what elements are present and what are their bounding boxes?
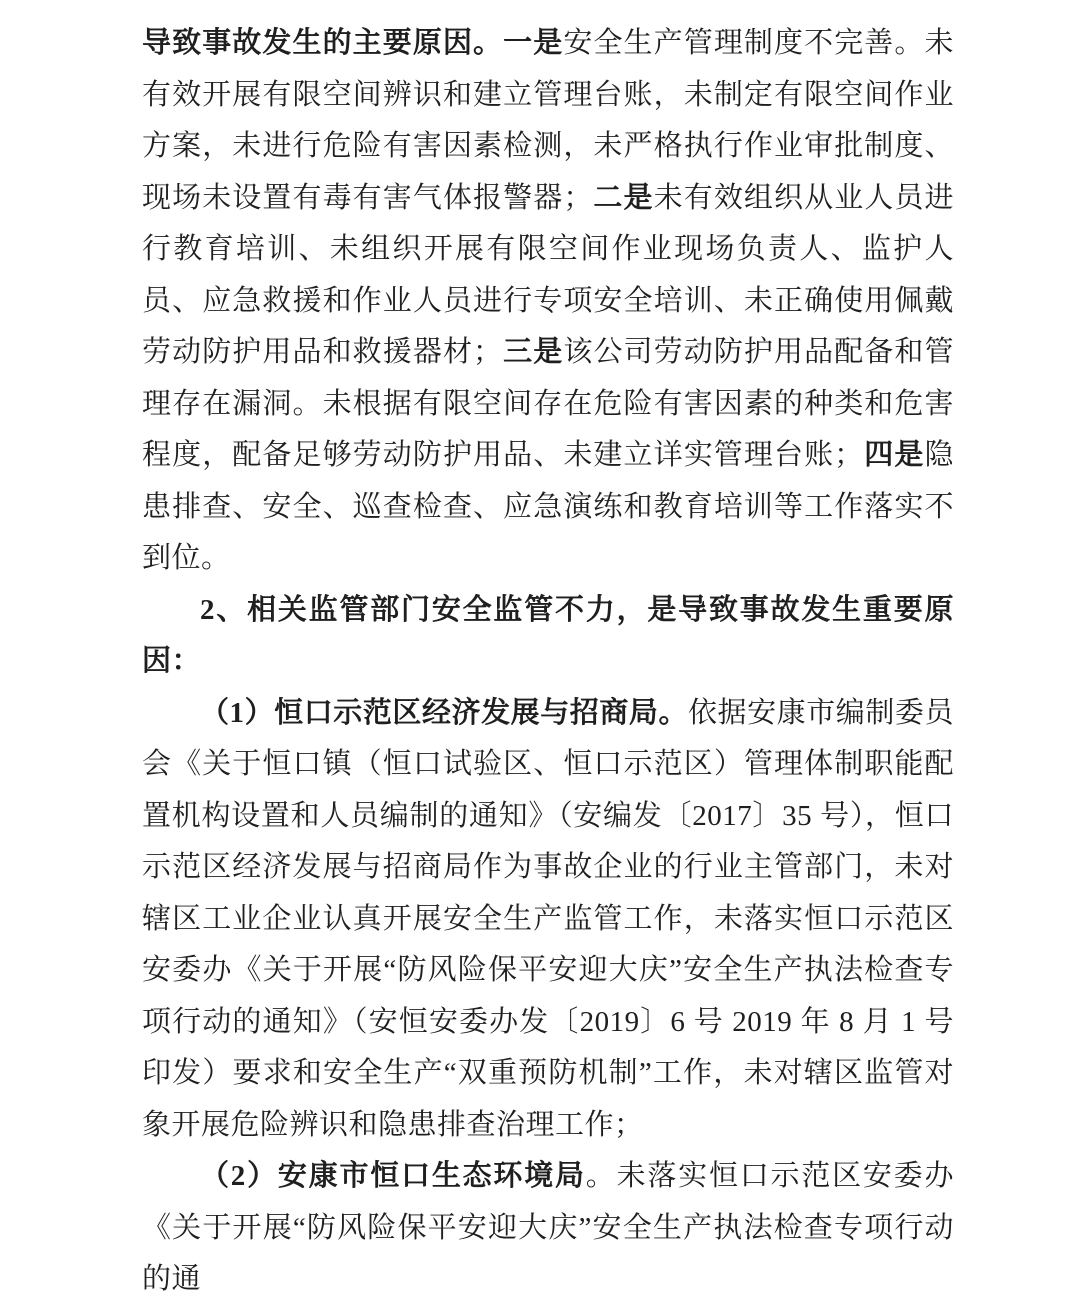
paragraph xyxy=(142,688,954,1152)
paragraph xyxy=(142,18,954,585)
text-run: 未有效组织从业人员进行教育培训、未组织开展有限空间作业现场负责人、监护人员、应急救援和作业人员进行专项安全培训、未正确使用佩戴劳动防护用品和救援器材； xyxy=(142,181,954,368)
paragraph xyxy=(142,1151,954,1306)
text-run: 导致事故发生的主要原因。 xyxy=(142,27,504,59)
text-run: 一是 xyxy=(503,27,564,59)
text-run: 该公司劳动防护用品配备和管理存在漏洞。未根据有限空间存在危险有害因素的种类和危害程度，配备足够劳动防护用品、未建立详实管理台账； xyxy=(142,336,954,471)
document-text-body xyxy=(142,18,954,1306)
text-run: 2、相关监管部门安全监管不力，是导致事故发生重要原因： xyxy=(142,593,954,677)
text-run: （1）恒口示范区经济发展与招商局。 xyxy=(200,696,688,729)
text-run: 隐患排查、安全、巡查检查、应急演练和教育培训等工作落实不到位。 xyxy=(142,439,954,574)
text-run: 二是 xyxy=(592,181,654,214)
paragraph xyxy=(142,585,954,688)
text-run: 依据安康市编制委员会《关于恒口镇（恒口试验区、恒口示范区）管理体制职能配置机构设置和人员编制的通知》（安编发〔2017〕35 号），恒口示范区经济发展与招商局作为事故企业的行业主管部门，未对辖区工业企业认真开展安全生产监管工作，未落实恒口示范区安委办《关于开展“防风险保平安迎大庆”安全生产执法检查专项行动的通知》（安恒安委办发〔2019〕6 号 2019 年 8 月 1 号印发）要求和安全生产“双重预防机制”工作，未对辖区监管对象开展危险辨识和隐患排查治理工作； xyxy=(142,696,954,1141)
text-run: （2）安康市恒口生态环境局 xyxy=(200,1160,586,1192)
text-run: 四是 xyxy=(863,439,925,471)
text-run: 安全生产管理制度不完善。未有效开展有限空间辨识和建立管理台账，未制定有限空间作业方案，未进行危险有害因素检测，未严格执行作业审批制度、现场未设置有毒有害气体报警器； xyxy=(142,27,954,214)
text-run: 。未落实恒口示范区安委办《关于开展“防风险保平安迎大庆”安全生产执法检查专项行动的通 xyxy=(142,1160,954,1295)
text-run: 三是 xyxy=(502,336,564,368)
